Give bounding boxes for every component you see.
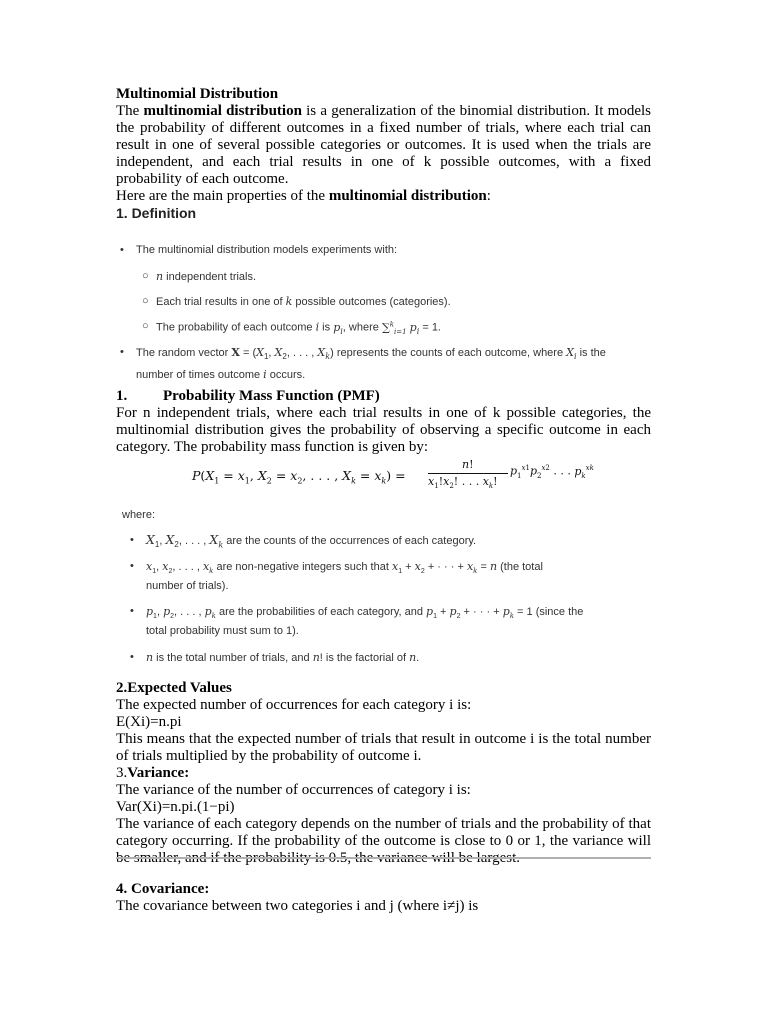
where-list (116, 494, 651, 672)
definition-lead: The multinomial distribution models experiments with: (136, 244, 398, 256)
properties-line (116, 188, 651, 205)
variance-formula: Var(Xi)=n.pi.(1−pi) (116, 799, 235, 815)
pmf-equation (116, 456, 651, 494)
pmf-paragraph: For n independent trials, where each trial results in one of k possible categories, the multinomial distribution gives the probability of observing a specific outcome in each category. The probability mass function is given by: (116, 405, 651, 455)
definition-vec-text-d1: number of times outcome (136, 369, 264, 381)
where-item-4-text-b: is the factorial of (322, 652, 410, 664)
definition-vec-text-c: is the (576, 347, 606, 359)
intro-paragraph (116, 103, 651, 188)
ring-bullet-icon: ○ (142, 270, 149, 282)
where-item-2-text-a: are non-negative integers such that (213, 561, 392, 573)
bullet-icon: • (130, 605, 134, 617)
ring-bullet-icon: ○ (142, 320, 149, 332)
expected-formula: E(Xi)=n.pi (116, 714, 182, 730)
variance-number: 3. (116, 765, 128, 781)
pmf-numerator: n! (462, 458, 474, 471)
definition-vec-text-d2: occurs. (266, 369, 306, 381)
covariance-heading: 4. Covariance: (116, 881, 210, 897)
definition-sub3-text-a: The probability of each outcome (156, 321, 316, 334)
where-item-1: • $X_1$, $X_2$, . . . , $X_k$ are the counts of the occurrences of each category. (130, 532, 477, 550)
intro-text-2: is a generalization of the binomial distribution. It models the probability of different outcomes in a fixed number of trials, where each trial can result in one of several possible categories or outcomes. It is used when the trials are independent, and each trial results in one of k possible outcomes, with a fixed probability of each outcome. (116, 103, 651, 187)
where-label: where: (122, 509, 156, 521)
fraction-bar (428, 473, 508, 474)
definition-sub1-text: independent trials. (166, 271, 257, 283)
pmf-number: 1. (116, 388, 128, 404)
expected-heading: 2.Expected Values (116, 680, 232, 696)
where-item-3-text-a: are the probabilities of each category, and (215, 606, 427, 618)
pmf-equation-rhs: $p_1^{x1}p_2^{x2}$ . . . $p_k^{xk}$ (510, 464, 594, 480)
expected-paragraph: This means that the expected number of trials that result in outcome i is the total number of trials multiplied by the probability of outcome i. (116, 731, 651, 764)
definition-sub3-text-b: is (319, 321, 334, 334)
definition-sub3-text-c: , where (342, 321, 382, 334)
definition-vec-text-a: The random vector (136, 347, 232, 359)
props-bold: multinomial distribution (328, 188, 487, 204)
bullet-icon: • (130, 534, 134, 546)
props-text: Here are the main properties of the (116, 188, 329, 204)
variance-paragraph: The variance of each category depends on the number of trials and the probability of that category occurring. If the probability of the outcome is close to 0 or 1, the variance will be smaller, and if the probability is 0.5, the variance will be largest. (116, 816, 651, 866)
bullet-icon: • (120, 346, 124, 358)
variance-line: The variance of the number of occurrences of category i is: (116, 782, 471, 798)
document-page (116, 86, 651, 915)
where-item-2-text-c: number of trials). (146, 580, 229, 592)
bullet-icon: • (120, 244, 124, 256)
doc-title: Multinomial Distribution (116, 86, 279, 102)
ring-bullet-icon: ○ (142, 295, 149, 307)
pmf-denominator: $x_1!x_2$! . . . $x_k$! (428, 475, 498, 491)
bullet-icon: • (130, 651, 134, 663)
bullet-icon: • (130, 560, 134, 572)
pmf-heading-text: Probability Mass Function (PMF) (163, 388, 380, 404)
intro-bold: multinomial distribution (143, 103, 302, 119)
pmf-heading (116, 388, 651, 405)
definition-sub2-text-b: possible outcomes (categories). (292, 296, 451, 308)
horizontal-divider (116, 857, 651, 859)
definition-vec-text-b: represents the counts of each outcome, where (333, 347, 567, 359)
variance-heading (116, 765, 651, 782)
where-item-3: • $p_1$, $p_2$, . . . , $p_k$ are the probabilities of each category, and $p_1 + p_2$ + · · · + $p_k = 1$ (since the total probability must sum to 1). (130, 605, 584, 637)
definition-heading: 1. Definition (116, 205, 197, 221)
where-item-3-text-c: total probability must sum to 1). (146, 625, 299, 637)
covariance-line: The covariance between two categories i and j (where i≠j) is (116, 898, 479, 914)
expected-line: The expected number of occurrences for each category i is: (116, 697, 472, 713)
props-colon: : (486, 188, 491, 204)
where-item-3-text-b: (since the (532, 606, 584, 618)
variance-heading-text: Variance: (127, 765, 190, 781)
pmf-equation-lhs: $P(X_1 = x_1$, $X_2 = x_2$, . . . , $X_k = x_k$) = (192, 468, 406, 486)
where-item-2: • $x_1$, $x_2$, . . . , $x_k$ are non-negative integers such that $x_1 + x_2$ + · · · + $x_k = n$ (the total number of trials). (130, 560, 543, 592)
where-item-1-text: are the counts of the occurrences of each category. (223, 535, 477, 547)
definition-sub2-text-a: Each trial results in one of (156, 296, 286, 308)
definition-list: • The multinomial distribution models experiments with: ○ n independent trials. ○ Each trial results in one of k possible outcomes (categories). ○ The probability of each outcome i is $p_i$, where ∑$^k_{i=1}$ $p_i = 1$. • The random vector $X = (X_1$, $X_2$, . . . , $X_k$) represents the counts of each outcome, where $X_i$ is the number of times outcome i occurs. (120, 244, 606, 381)
where-item-4: • n is the total number of trials, and n! is the factorial of n. (130, 651, 420, 664)
where-item-2-text-b: (the total (497, 561, 543, 573)
intro-text-1: The (116, 103, 144, 119)
where-item-4-text-a: is the total number of trials, and (153, 652, 313, 664)
